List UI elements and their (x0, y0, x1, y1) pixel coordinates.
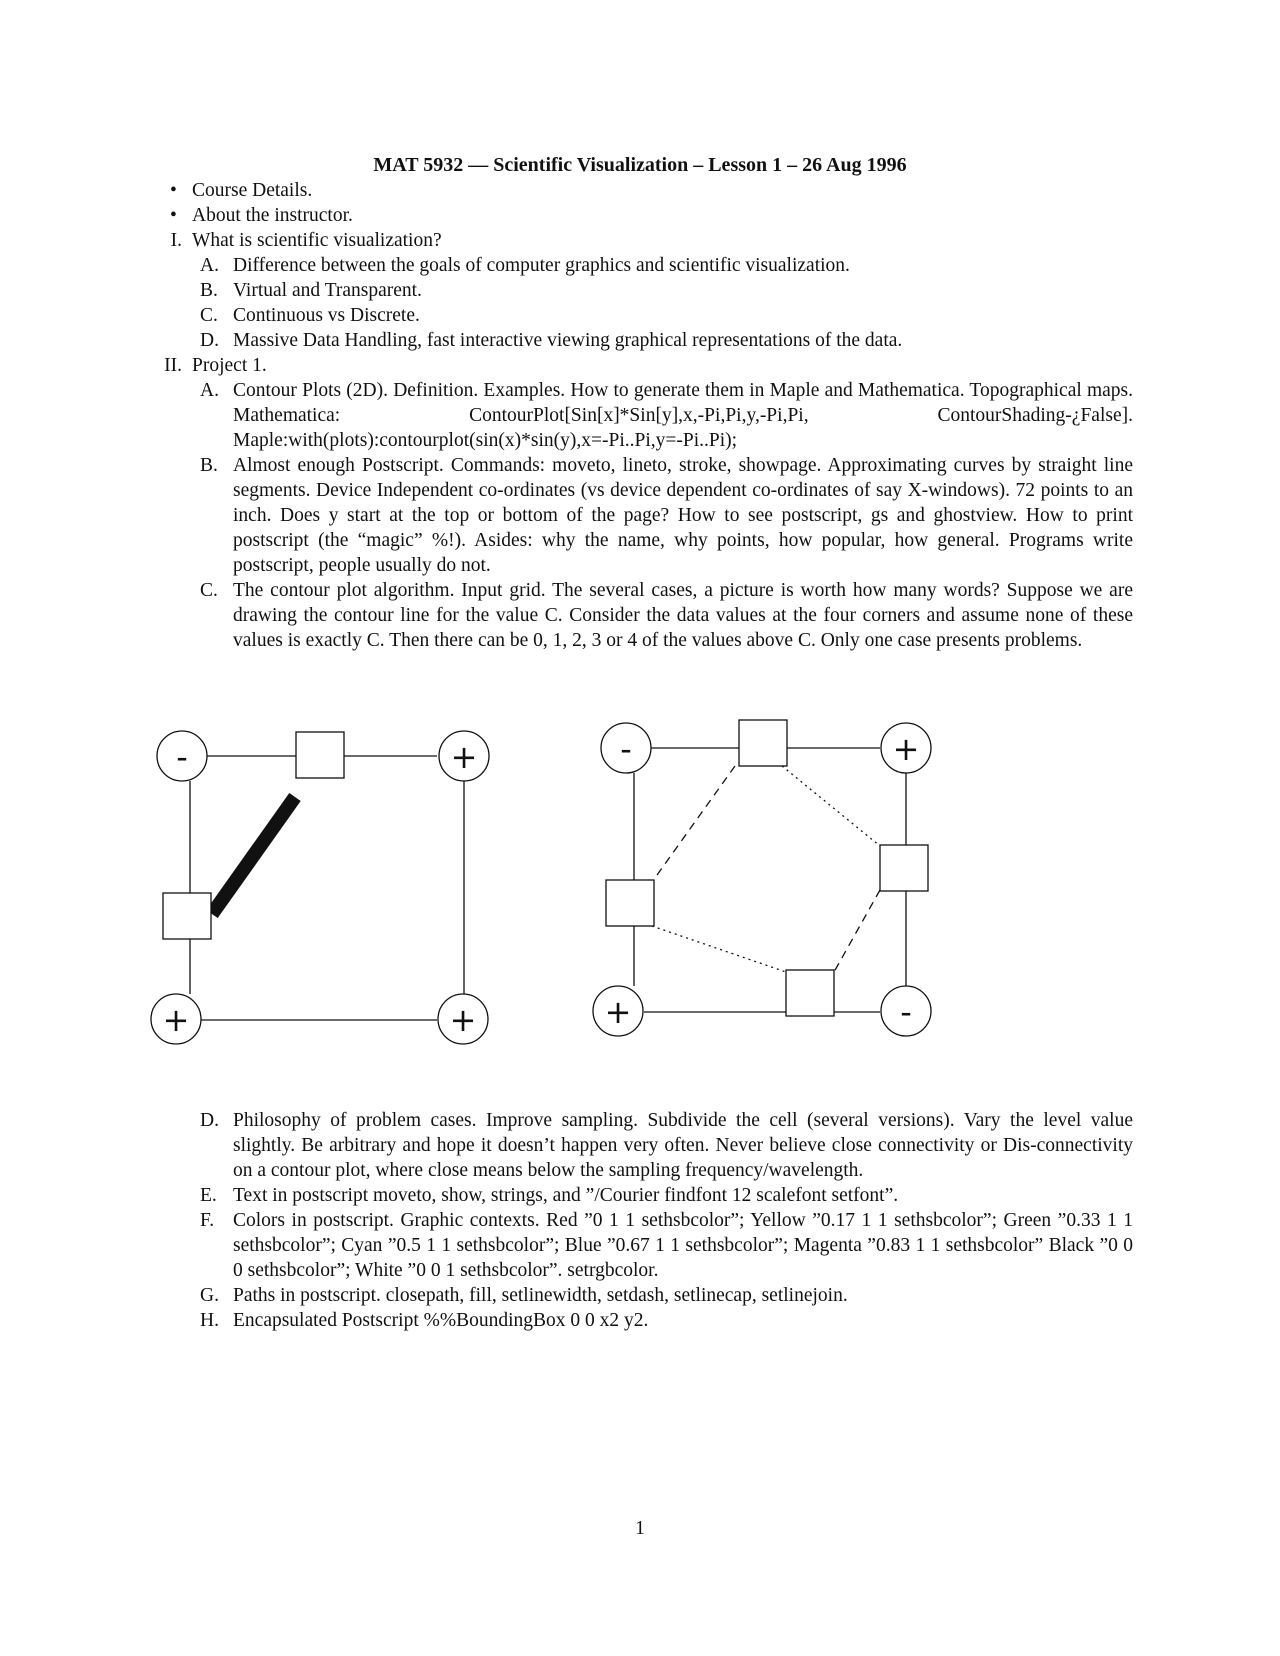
page-title: MAT 5932 — Scientific Visualization – Lesson 1 – 26 Aug 1996 (373, 154, 907, 176)
bullet-dot-icon: • (170, 205, 177, 226)
edge-crossing-marker (880, 845, 928, 891)
section-one (0, 228, 1280, 353)
section-numeral: II. (164, 355, 182, 376)
section-two (0, 353, 1280, 653)
corner-sign: + (450, 738, 478, 776)
section-heading (0, 228, 1280, 253)
edge-crossing-marker (163, 893, 211, 939)
list-item: C. Continuous vs Discrete. (200, 305, 420, 326)
section-heading (0, 353, 1280, 378)
right-cell-diagram (593, 720, 931, 1036)
contour-dashed-segment (834, 890, 880, 972)
list-item: G. Paths in postscript. closepath, fill, setlinewidth, setdash, setlinecap, setlinejoin. (200, 1285, 848, 1306)
list-item: A. Difference between the goals of computer graphics and scientific visualization. (200, 255, 850, 276)
list-item: F. Colors in postscript. Graphic contexts. Red ”0 1 1 sethsbcolor”; Yellow ”0.17 1 1 sethsbcolor”; Green ”0.33 1 1 sethsbcolor”; Cyan ”0.5 1 1 sethsbcolor”; Blue ”0.67 1 1 sethsbcolor”; Magenta ”0.83 1 1 sethsbcolor” Black ”0 0 0 sethsbcolor”; White ”0 0 1 sethsbcolor”. setrgbcolor. (200, 1210, 1133, 1281)
contour-segment (212, 797, 295, 914)
corner-sign: + (604, 993, 632, 1031)
list-item: H. Encapsulated Postscript %%BoundingBox 0 0 x2 y2. (200, 1310, 649, 1331)
list-item: B. Almost enough Postscript. Commands: moveto, lineto, stroke, showpage. Approximating curves by straight line segments. Device Independent co-ordinates (vs device dependent co-ordinates of say X-windows). 72 points to an inch. Does y start at the top or bottom of the page? How to see postscript, gs and ghostview. How to print postscript (the “magic” %!). Asides: why the name, why points, how popular, how general. Programs write postscript, people usually do not. (200, 455, 1133, 576)
contour-dashed-segment (652, 766, 735, 882)
corner-sign: + (162, 1001, 190, 1039)
edge-crossing-marker (606, 880, 654, 926)
contour-dotted-segment (652, 926, 786, 972)
section-two-continued (0, 1108, 1280, 1333)
edge-crossing-marker (296, 732, 344, 778)
contour-case-diagrams (0, 700, 1280, 1100)
corner-sign: + (892, 730, 920, 768)
contour-dotted-segment (782, 766, 880, 846)
list-item: E. Text in postscript moveto, show, strings, and ”/Courier findfont 12 scalefont setfont”. (200, 1185, 899, 1206)
edge-crossing-marker (739, 720, 787, 766)
bullet-dot-icon: • (170, 180, 177, 201)
corner-sign: + (449, 1001, 477, 1039)
left-cell-diagram (151, 731, 489, 1044)
list-item: D. Philosophy of problem cases. Improve sampling. Subdivide the cell (several versions). Vary the level value slightly. Be arbitrary and hope it doesn’t happen very often. Never believe close connectivity or Dis-connectivity on a contour plot, where close means below the sampling frequency/wavelength. (200, 1110, 1133, 1181)
list-item: D. Massive Data Handling, fast interactive viewing graphical representations of the data. (200, 330, 903, 351)
list-item: C. The contour plot algorithm. Input grid. The several cases, a picture is worth how many words? Suppose we are drawing the contour line for the value C. Consider the data values at the four corners and assume none of these values is exactly C. Then there can be 0, 1, 2, 3 or 4 of the values above C. Only one case presents problems. (200, 580, 1133, 651)
bullet-item: • About the instructor. (170, 205, 353, 226)
left-cell-signs (163, 738, 478, 1039)
bullet-item: • Course Details. (170, 180, 313, 201)
list-item: A. Contour Plots (2D). Definition. Examples. How to generate them in Maple and Mathematica. Topographical maps. Mathematica: ContourPlot[Sin[x]*Sin[y],x,-Pi,Pi,y,-Pi,Pi, ContourShading-¿False]. Maple:with(plots):contourplot(sin(x)*sin(y),x=-Pi..Pi,y=-Pi..Pi); (200, 380, 1133, 451)
section-numeral: I. (170, 230, 182, 251)
edge-crossing-marker (786, 970, 834, 1016)
list-item: B. Virtual and Transparent. (200, 280, 422, 301)
section-heading-text: Project 1. (192, 355, 267, 376)
corner-sign: - (900, 993, 912, 1031)
corner-sign: - (620, 730, 632, 768)
page-number: 1 (635, 1518, 645, 1539)
section-heading-text: What is scientific visualization? (192, 230, 442, 251)
bullet-list (0, 178, 1280, 228)
corner-sign: - (176, 738, 188, 776)
